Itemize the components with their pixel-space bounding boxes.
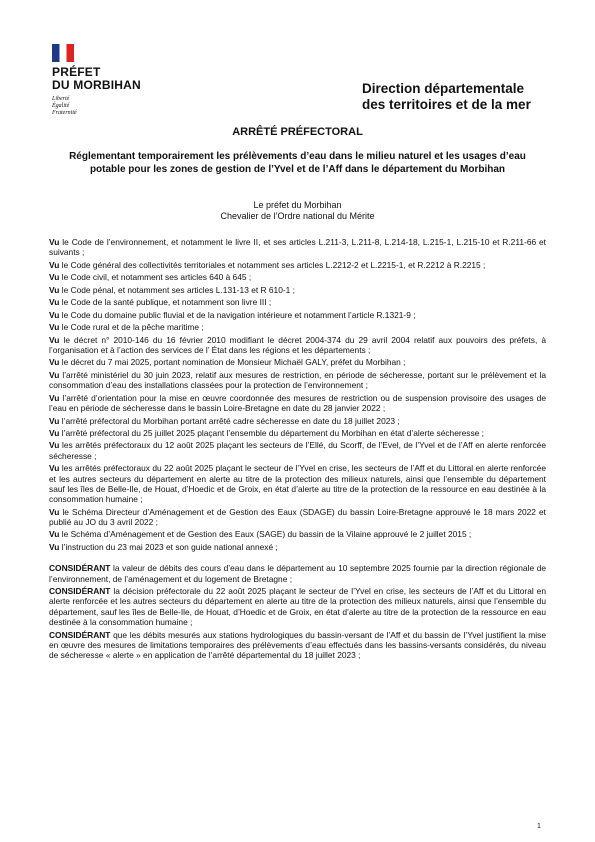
vu-item-keyword: Vu [49, 237, 60, 247]
direction-line1: Direction départementale [362, 81, 525, 96]
considerant-item-text: que les débits mesurés aux stations hydrologiques du bassin-versant de l’Aff et du bassin de l’Yvel justifient la mise en œuvre des mesures de limitations temporaires des prélèvements d’eau effectués dans les bassins-versants considérés, du niveau de sécheresse « alerte » en application de l’arrêté départemental du 18 juillet 2023 ; [49, 629, 546, 661]
vu-item-text: les arrêtés préfectoraux du 12 août 2025 plaçant les secteurs de l’Ellé, du Scorff, de l’Evel, de l’Yvel et de l’Aff en alerte renforcée sécheresse ; [49, 440, 546, 461]
vu-item-keyword: Vu [49, 529, 60, 540]
vu-item-text: le Code du domaine public fluvial et de la navigation intérieure et notamment l’article R.1321-9 ; [61, 309, 416, 320]
vu-item [49, 542, 546, 552]
vu-item-text: le Code civil, et notamment ses articles 640 à 645 ; [61, 272, 252, 283]
vu-item-text: l’instruction du 23 mai 2023 et son guide national annexé ; [61, 541, 278, 552]
vu-item [49, 237, 546, 258]
prefet-title: Le préfet du Morbihan [253, 200, 342, 210]
vu-item-text: le Code rural et de la pêche maritime ; [61, 322, 204, 333]
vu-item-text: le décret n° 2010-146 du 16 février 2010 modifiant le décret 2004-374 du 29 avril 2004 relatif aux pouvoirs des préfets, à l’organisation et à l’action des services de l’ État dans les régions et les départements ; [49, 334, 546, 355]
vu-item [49, 529, 546, 539]
vu-item [49, 322, 546, 332]
vu-item [49, 357, 546, 367]
considerant-item [49, 586, 546, 627]
vu-item [49, 416, 546, 426]
vu-item-text: le Code général des collectivités territoriales et notamment ses articles L.2212-2 et L.2215-1, et R.2212 à R.2215 ; [61, 259, 486, 270]
vu-item-text: le décret du 7 mai 2025, portant nomination de Monsieur Michaël GALY, préfet du Morbihan ; [61, 357, 406, 368]
vu-item [49, 285, 546, 295]
prefet-signature-block [0, 200, 595, 222]
motto-line: Égalité [52, 103, 70, 109]
vu-item-text: le Schéma Directeur d’Aménagement et de Gestion des Eaux (SDAGE) du bassin Loire-Bretagne approuvé le 18 mars 2022 et publié au JO du 3 avril 2022 ; [49, 506, 546, 527]
vu-item-keyword: Vu [49, 506, 60, 517]
vu-item [49, 463, 546, 504]
vu-item [49, 335, 546, 356]
vu-item [49, 507, 546, 528]
vu-item [49, 370, 546, 391]
vu-item-keyword: Vu [49, 440, 60, 451]
vu-item-keyword: Vu [49, 392, 60, 403]
vu-item-keyword: Vu [49, 357, 60, 368]
considerant-list [49, 563, 546, 660]
vu-item [49, 260, 546, 270]
considerant-item-text: la valeur de débits des cours d’eau dans le département au 10 septembre 2025 fournie par la direction régionale de l’environnement, de l’aménagement et du logement de Bretagne ; [49, 563, 547, 584]
vu-item-keyword: Vu [49, 541, 60, 552]
considerant-item-keyword: CONSIDÉRANT [49, 586, 111, 597]
vu-item-keyword: Vu [49, 259, 60, 270]
vu-item-keyword: Vu [49, 322, 60, 333]
vu-item-text: l’arrêté d’orientation pour la mise en œuvre coordonnée des mesures de restriction ou de suspension provisoire des usages de l’eau en période de sécheresse dans le bassin Loire-Bretagne en date du 28 janvier 2022 ; [49, 392, 546, 414]
prefet-name-line2: DU MORBIHAN [52, 77, 141, 92]
marianne-flag-icon [52, 44, 74, 62]
considerant-item-text: la décision préfectorale du 22 août 2025 plaçant le secteur de l’Yvel en crise, les secteurs de l’Aff et du Littoral en alerte renforcée et les autres secteurs du département en alerte au titre de la protection des milieux naturels, ainsi que l’ensemble du département, sauf les îles de Belle-Ile, de Houat, d’Hoedic et de Groix, en état d’alerte au titre de la protection de la ressource en eau destinée à la consommation humaine ; [49, 586, 546, 628]
considerant-item-keyword: CONSIDÉRANT [49, 629, 111, 640]
document-body [49, 237, 546, 663]
document-title: ARRÊTÉ PRÉFECTORAL [232, 126, 363, 138]
direction-heading [362, 81, 531, 113]
vu-item-keyword: Vu [49, 334, 60, 345]
vu-item-keyword: Vu [49, 284, 60, 295]
considerant-item [49, 563, 546, 584]
vu-item-text: le Code de la santé publique, et notamment son livre III ; [61, 297, 272, 308]
motto-line: Fraternité [52, 110, 77, 116]
vu-item-text: le Code de l’environnement, et notamment le livre II, et ses articles L.211-3, L.211-8, L.214-18, L.215-1, L.215-10 et R.211-66 et suivants ; [49, 237, 547, 258]
vu-list [49, 237, 546, 552]
prefecture-logo [52, 44, 141, 117]
direction-line2: des territoires et de la mer [362, 97, 531, 112]
vu-item-keyword: Vu [49, 415, 60, 426]
vu-item-keyword: Vu [49, 309, 60, 320]
vu-item-keyword: Vu [49, 463, 60, 474]
considerant-item [49, 630, 546, 661]
vu-item [49, 272, 546, 282]
vu-item-text: le Code pénal, et notamment ses articles L.131-13 et R 610-1 ; [61, 284, 295, 295]
motto-line: Liberté [52, 96, 70, 102]
vu-item-text: les arrêtés préfectoraux du 22 août 2025 plaçant le secteur de l’Yvel en crise, les secteurs de l’Aff et du Littoral en alerte renforcée et les autres secteurs du département en alerte au titre de la protection des milieux naturels, ainsi que l’ensemble du département sauf les îles de Belle-Ile, de Houat, d’Hoedic et de Groix, en état d’alerte au titre de la protection de la ressource en eau destinée à la consommation humaine ; [49, 463, 546, 505]
vu-item [49, 310, 546, 320]
page-number: 1 [537, 823, 541, 830]
vu-item-text: l’arrêté préfectoral du Morbihan portant arrêté cadre sécheresse en date du 18 juillet 2023 ; [61, 415, 400, 426]
vu-item-keyword: Vu [49, 428, 60, 438]
considerant-item-keyword: CONSIDÉRANT [49, 563, 111, 574]
vu-item [49, 393, 546, 414]
vu-item [49, 440, 546, 461]
prefet-distinction: Chevalier de l’Ordre national du Mérite [220, 211, 375, 221]
prefet-name-line1: PRÉFET [52, 65, 101, 79]
document-subject: Réglementant temporairement les prélèvements d’eau dans le milieu naturel et les usages d’eau potable pour les zones de gestion de l’Yvel et de l’Aff dans le département du Morbihan [69, 151, 526, 175]
vu-item-text: l’arrêté ministériel du 30 juin 2023, relatif aux mesures de restriction, en période de sécheresse, portant sur le prélèvement et la consommation d’eau des installations classées pour la protection de l’environnement ; [49, 369, 547, 391]
vu-item-keyword: Vu [49, 272, 60, 283]
vu-item-keyword: Vu [49, 369, 60, 380]
vu-item [49, 297, 546, 307]
vu-item-text: l’arrêté préfectoral du 25 juillet 2025 plaçant l’ensemble du département du Morbihan en état d’alerte sécheresse ; [61, 428, 484, 438]
republic-motto [52, 96, 141, 117]
vu-item-keyword: Vu [49, 297, 60, 308]
vu-item [49, 428, 546, 438]
vu-item-text: le Schéma d’Aménagement et de Gestion des Eaux (SAGE) du bassin de la Vilaine approuvé le 2 juillet 2015 ; [61, 529, 472, 540]
